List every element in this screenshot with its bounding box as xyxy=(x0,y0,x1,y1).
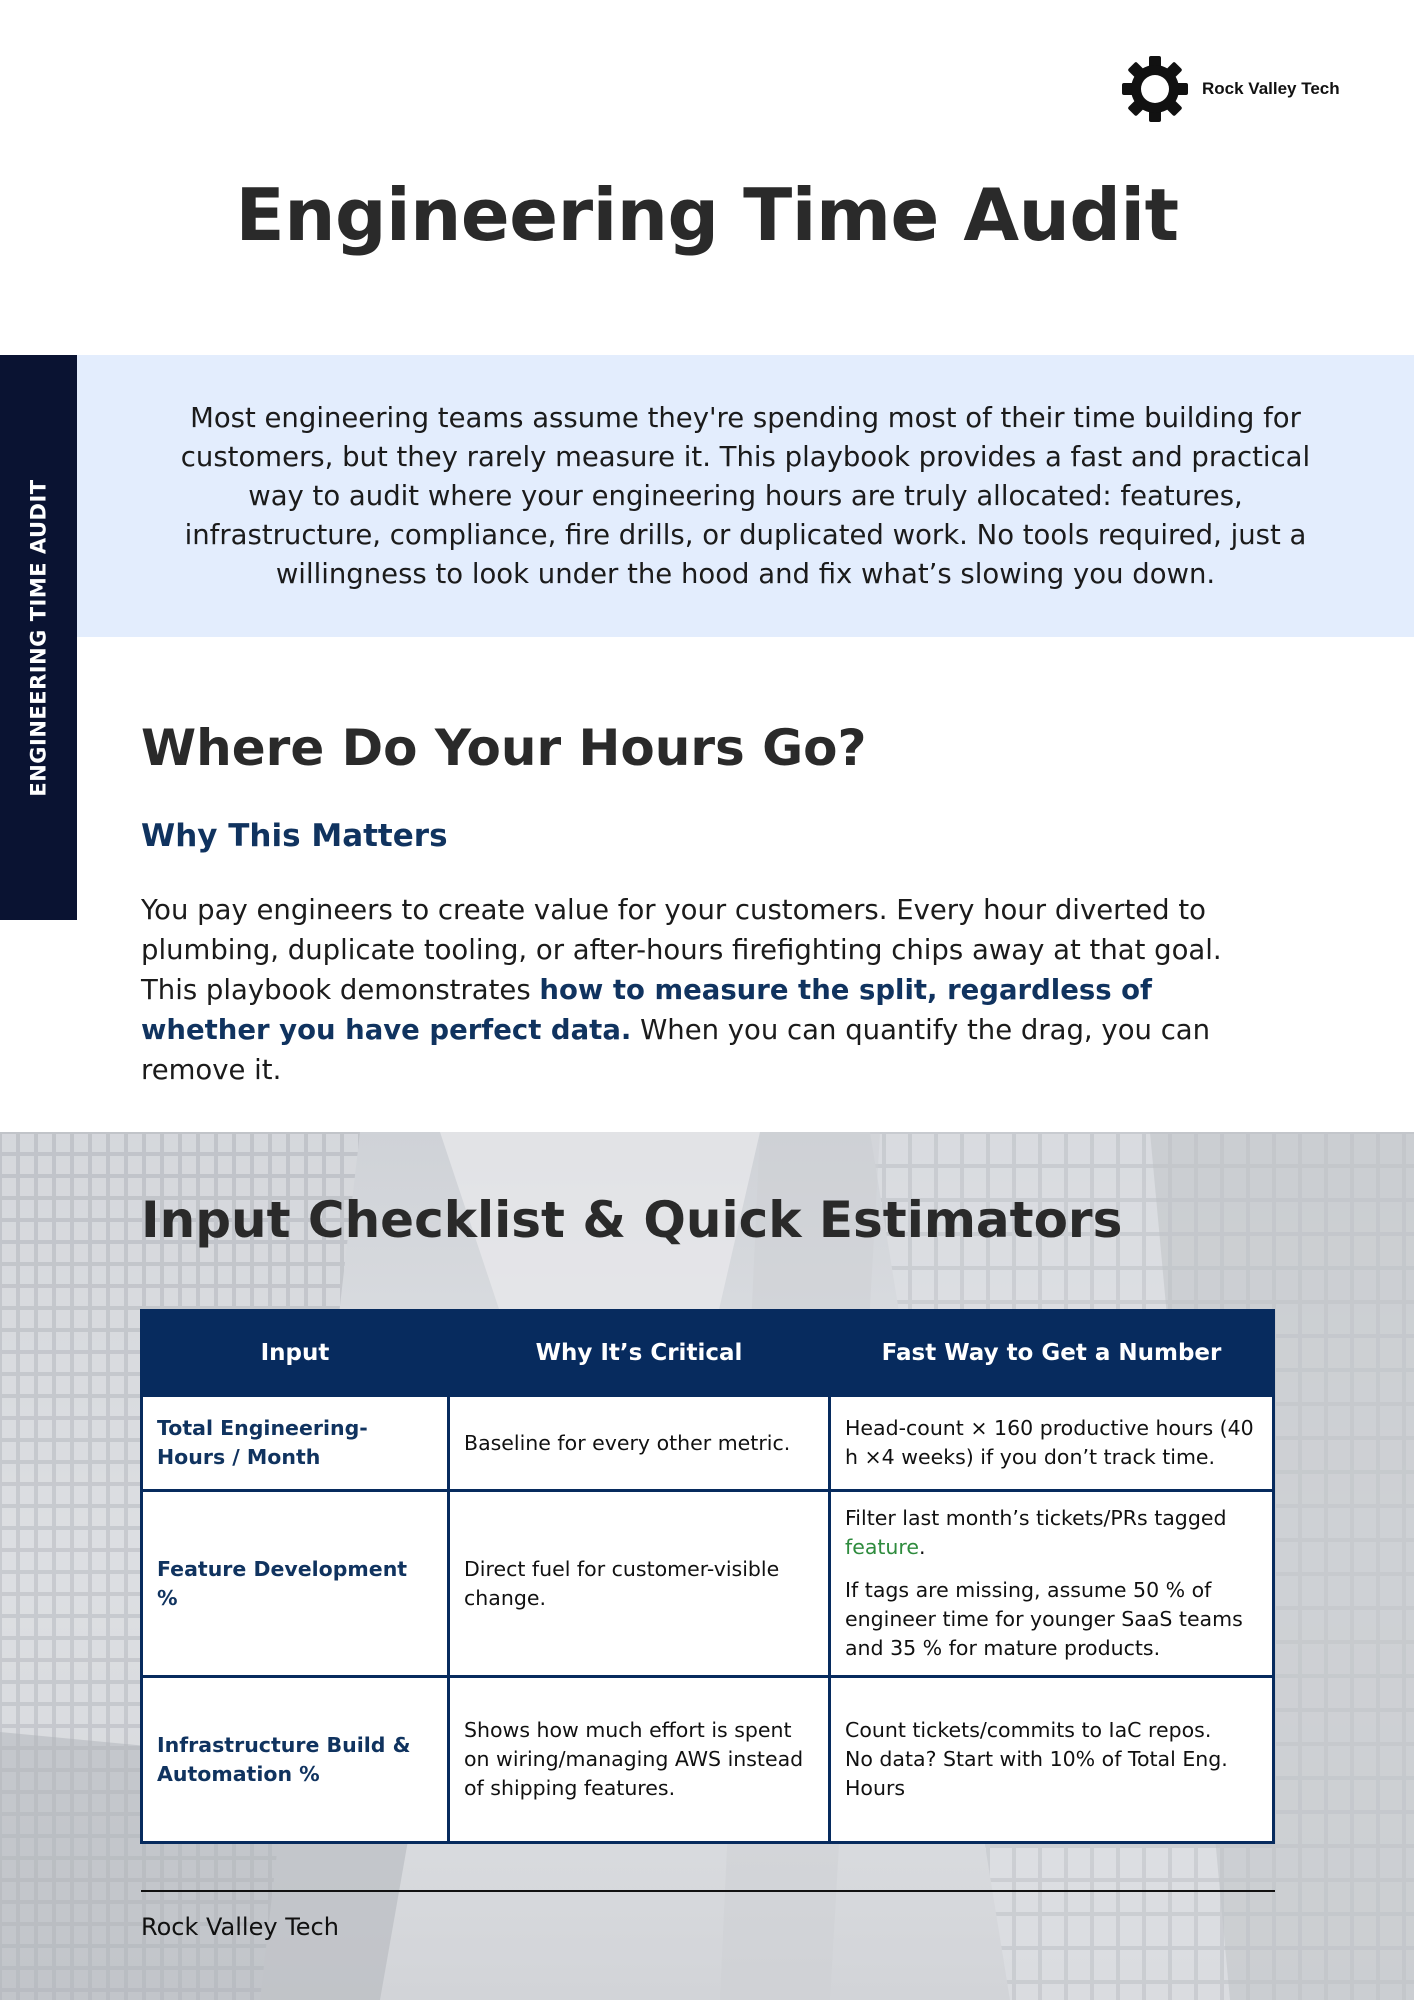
row-how-cell: Head-count × 160 productive hours (40 h ×4 weeks) if you don’t track time. xyxy=(830,1396,1274,1491)
side-tab-label: ENGINEERING TIME AUDIT xyxy=(26,478,51,797)
body-text-end: When you can quantify the drag, you can remove it. xyxy=(141,1014,1211,1086)
row-why-cell: Baseline for every other metric. xyxy=(449,1396,830,1491)
footer-divider xyxy=(141,1890,1275,1892)
row-input-label: Feature Development % xyxy=(142,1491,449,1677)
row-input-label: Total Engineering-Hours / Month xyxy=(142,1396,449,1491)
row-input-label: Infrastructure Build & Automation % xyxy=(142,1677,449,1843)
how-line: Count tickets/commits to IaC repos. xyxy=(845,1718,1212,1742)
side-tab xyxy=(0,355,77,920)
table-row xyxy=(142,1677,1274,1843)
column-header-input: Input xyxy=(142,1311,449,1396)
footer-brand: Rock Valley Tech xyxy=(141,1913,339,1941)
brand-logo xyxy=(1120,54,1340,124)
why-matters-paragraph xyxy=(141,890,1281,1090)
table-row xyxy=(142,1491,1274,1677)
section-heading-hours: Where Do Your Hours Go? xyxy=(141,719,867,777)
gear-icon xyxy=(1120,54,1190,124)
subheading-why-matters: Why This Matters xyxy=(141,818,448,854)
body-text-start: You pay engineers to create value for your customers. Every hour diverted to plumbing, duplicate tooling, or after-hours firefighting chips away at that goal. This playbook demonstrates xyxy=(141,894,1222,1006)
column-header-how: Fast Way to Get a Number xyxy=(830,1311,1274,1396)
checklist-table xyxy=(140,1309,1275,1844)
how-fallback: If tags are missing, assume 50 % of engineer time for younger SaaS teams and 35 % for mature products. xyxy=(845,1578,1243,1660)
row-how-cell xyxy=(830,1677,1274,1843)
intro-panel xyxy=(77,355,1414,637)
how-text-end: . xyxy=(919,1535,926,1559)
how-fallback: No data? Start with 10% of Total Eng. Hours xyxy=(845,1747,1228,1800)
brand-name: Rock Valley Tech xyxy=(1202,79,1340,98)
column-header-why: Why It’s Critical xyxy=(449,1311,830,1396)
how-line xyxy=(845,1504,1258,1562)
section-heading-checklist: Input Checklist & Quick Estimators xyxy=(141,1191,1123,1249)
row-why-cell: Direct fuel for customer-visible change. xyxy=(449,1491,830,1677)
row-why-cell: Shows how much effort is spent on wiring/managing AWS instead of shipping features. xyxy=(449,1677,830,1843)
table-row xyxy=(142,1396,1274,1491)
page-title: Engineering Time Audit xyxy=(235,173,1179,257)
feature-tag: feature xyxy=(845,1535,920,1559)
intro-text: Most engineering teams assume they're spending most of their time building for customers, but they rarely measure it. This playbook provides a fast and practical way to audit where your engineering hours are truly allocated: features, infrastructure, compliance, fire drills, or duplicated work. No tools required, just a willingness to look under the hood and fix what’s slowing you down. xyxy=(180,401,1311,590)
how-text: Filter last month’s tickets/PRs tagged xyxy=(845,1506,1227,1530)
body-text-emphasis: how to measure the split, regardless of whether you have perfect data. xyxy=(141,974,1153,1046)
table-header-row xyxy=(142,1311,1274,1396)
row-how-cell xyxy=(830,1491,1274,1677)
